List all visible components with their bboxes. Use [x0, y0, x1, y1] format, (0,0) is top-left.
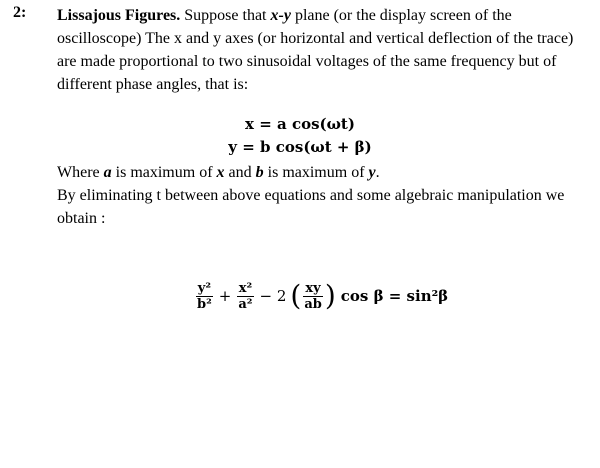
where-line [57, 161, 587, 184]
fraction-y2-b2 [196, 281, 213, 312]
intro-text-1: Suppose that [180, 7, 271, 24]
x-equation: x = a cos(ωt) [245, 115, 355, 133]
where-text: is maximum of [111, 164, 217, 181]
problem-number: 2: [13, 4, 27, 21]
where-text: . [375, 164, 380, 181]
var-x: x [216, 164, 225, 181]
fraction-denominator: b² [197, 296, 212, 312]
eliminating-paragraph: By eliminating t between above equations and some algebraic manipulation we obtain : [57, 187, 565, 227]
where-text: is maximum of [263, 164, 369, 181]
fraction-denominator: ab [304, 296, 322, 312]
var-y: y [368, 164, 376, 181]
fraction-numerator: x² [238, 280, 253, 296]
fraction-numerator: y² [197, 280, 212, 296]
where-text: Where [57, 164, 104, 181]
problem-heading: Lissajous Figures. [57, 7, 181, 24]
fraction-x2-a2 [237, 281, 253, 312]
minus-two: − 2 [259, 287, 287, 305]
lissajous-formula [194, 278, 448, 314]
fraction-numerator: xy [305, 280, 321, 296]
where-text: and [224, 164, 256, 181]
y-equation: y = b cos(ωt + β) [228, 138, 372, 156]
close-paren: ) [324, 279, 336, 312]
var-b: b [255, 164, 264, 181]
intro-text-2: plane (or the display screen of the oscilloscope) The x and y axes (or horizontal and vertical deflection of the trace) are made proportional to two sinusoidal voltages of the same frequency but of different phase angles, that is: [57, 7, 574, 93]
xy-plane-variable: x-y [270, 7, 291, 24]
trig-term: cos β = sin²β [340, 287, 449, 305]
fraction-xy-ab [303, 281, 323, 312]
fraction-denominator: a² [238, 296, 253, 312]
var-a: a [103, 164, 112, 181]
intro-paragraph [57, 4, 587, 96]
plus-sign: + [218, 287, 232, 305]
open-paren: ( [290, 279, 302, 312]
